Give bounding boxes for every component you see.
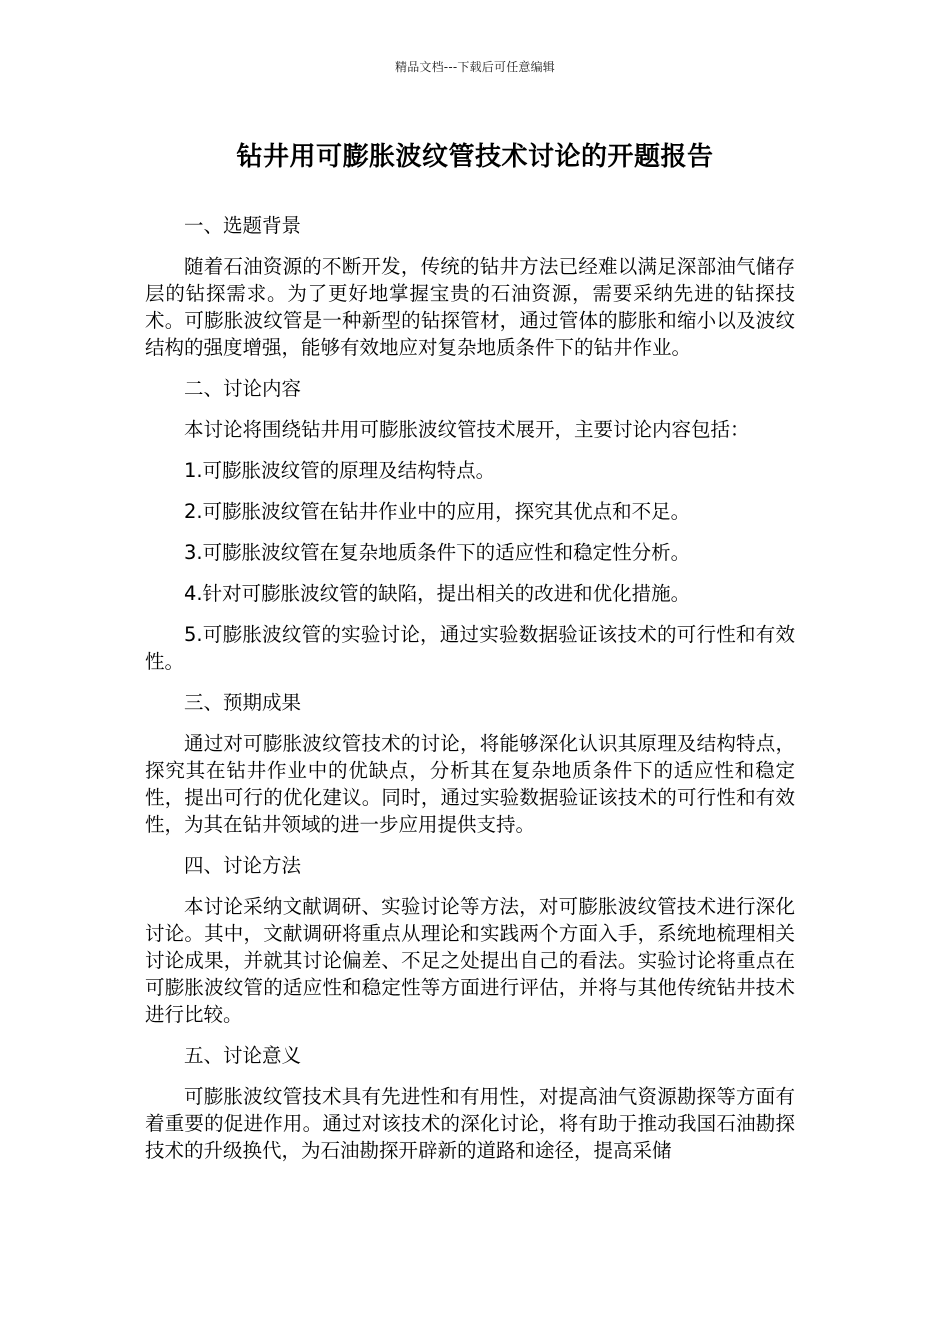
paragraph-content-intro: 本讨论将围绕钻井用可膨胀波纹管技术展开，主要讨论内容包括： xyxy=(184,418,750,441)
list-item-3: 3.可膨胀波纹管在复杂地质条件下的适应性和稳定性分析。 xyxy=(184,541,691,564)
section-heading-content: 二、讨论内容 xyxy=(184,377,302,400)
paragraph-background: 随着石油资源的不断开发，传统的钻井方法已经难以满足深部油气储存层的钻探需求。为了更好地掌握宝贵的石油资源，需要采纳先进的钻探技术。可膨胀波纹管是一种新型的钻探管材，通过管体的膨胀和缩小以及波纹结构的强度增强，能够有效地应对复杂地质条件下的钻井作业。 xyxy=(145,255,795,359)
list-item-4: 4.针对可膨胀波纹管的缺陷，提出相关的改进和优化措施。 xyxy=(184,582,691,605)
list-item-1: 1.可膨胀波纹管的原理及结构特点。 xyxy=(184,459,496,482)
header-note: 精品文档---下载后可任意编辑 xyxy=(395,60,555,74)
paragraph-methods: 本讨论采纳文献调研、实验讨论等方法，对可膨胀波纹管技术进行深化讨论。其中，文献调研将重点从理论和实践两个方面入手，系统地梳理相关讨论成果，并就其讨论偏差、不足之处提出自己的看法。实验讨论将重点在可膨胀波纹管的适应性和稳定性等方面进行评估，并将与其他传统钻井技术进行比较。 xyxy=(145,895,795,1026)
section-heading-significance: 五、讨论意义 xyxy=(184,1044,302,1067)
document-body xyxy=(145,212,795,1178)
section-heading-outcomes: 三、预期成果 xyxy=(184,691,302,714)
document-title: 钻井用可膨胀波纹管技术讨论的开题报告 xyxy=(236,142,714,172)
list-item-2: 2.可膨胀波纹管在钻井作业中的应用，探究其优点和不足。 xyxy=(184,500,691,523)
section-heading-background: 一、选题背景 xyxy=(184,214,302,237)
list-item-5: 5.可膨胀波纹管的实验讨论，通过实验数据验证该技术的可行性和有效性。 xyxy=(145,623,795,673)
paragraph-significance: 可膨胀波纹管技术具有先进性和有用性，对提高油气资源勘探等方面有着重要的促进作用。通过对该技术的深化讨论，将有助于推动我国石油勘探技术的升级换代，为石油勘探开辟新的道路和途径，提高采储 xyxy=(145,1085,795,1162)
paragraph-outcomes: 通过对可膨胀波纹管技术的讨论，将能够深化认识其原理及结构特点，探究其在钻井作业中的优缺点，分析其在复杂地质条件下的适应性和稳定性，提出可行的优化建议。同时，通过实验数据验证该技术的可行性和有效性，为其在钻井领域的进一步应用提供支持。 xyxy=(145,732,795,836)
section-heading-methods: 四、讨论方法 xyxy=(184,854,302,877)
